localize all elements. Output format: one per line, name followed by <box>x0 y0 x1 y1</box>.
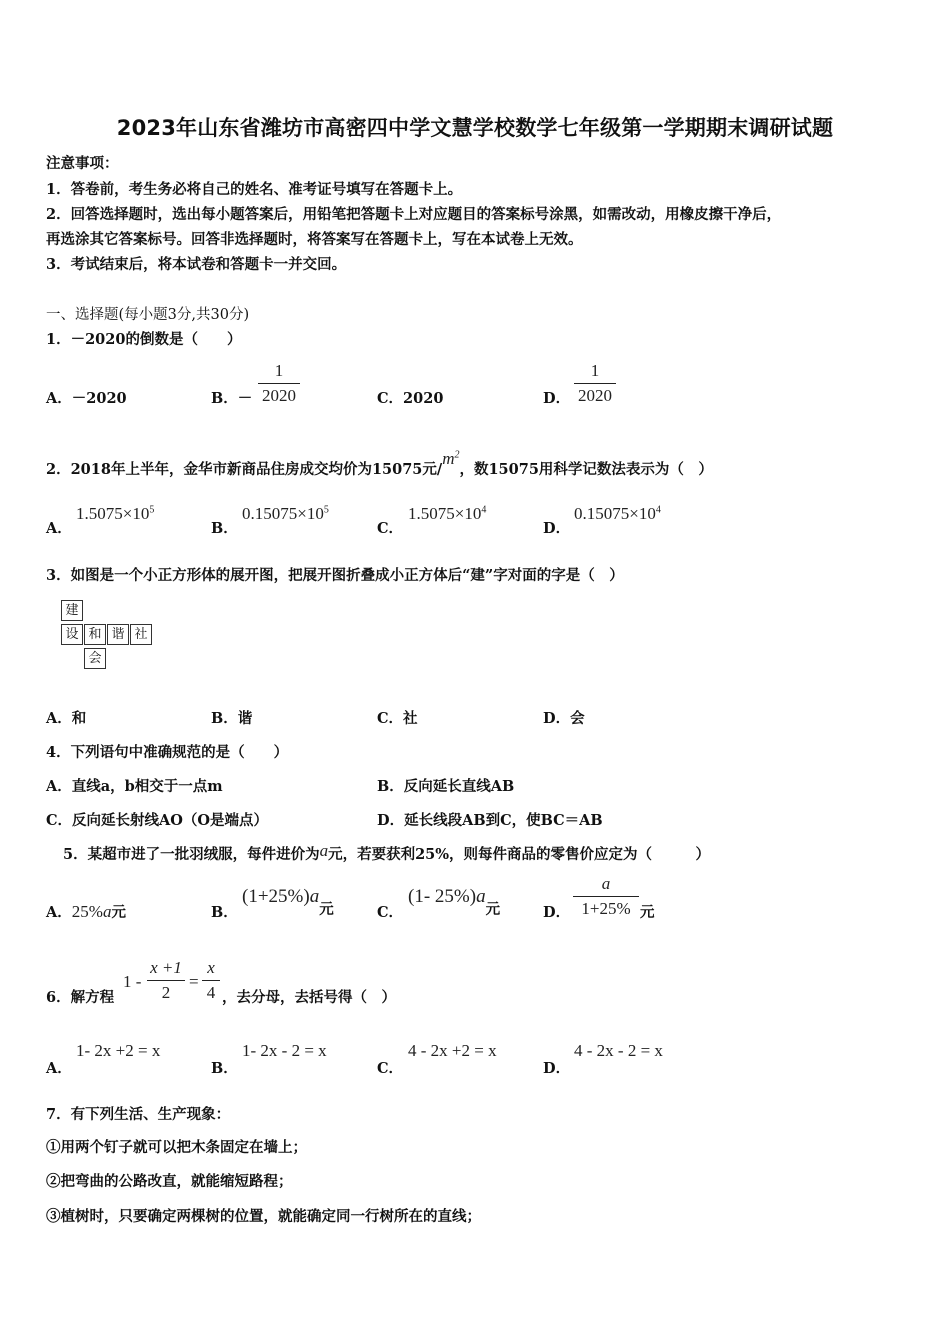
q5-option-c <box>408 886 501 918</box>
q1-d-fraction <box>574 361 616 406</box>
q6-option-a: 1- 2x +2 = x <box>76 1041 161 1060</box>
q5-stem-part2: 元，若要获利25%，则每件商品的零售价应定为（ ） <box>328 846 711 863</box>
sci-exponent: 5 <box>149 504 155 516</box>
q3-option-a: A．和 <box>46 710 87 727</box>
sci-base: 1.5075×10 <box>76 504 150 523</box>
q5-d-unit: 元 <box>640 904 655 921</box>
option-unit: 元 <box>111 904 126 921</box>
q4-option-a: A．直线a，b相交于一点m <box>46 778 223 795</box>
q2-unit <box>442 449 459 468</box>
notice-item-2a: 2．回答选择题时，选出每小题答案后，用铅笔把答题卡上对应题目的答案标号涂黑，如需改动，用橡皮擦干净后， <box>46 206 782 223</box>
option-label: B． <box>211 390 238 407</box>
q7-item-1: ①用两个钉子就可以把木条固定在墙上； <box>46 1139 307 1156</box>
q4-option-c: C．反向延长射线AO（O是端点） <box>46 812 269 829</box>
q2-option-c <box>408 504 486 524</box>
option-sign: － <box>237 390 253 407</box>
option-value: 2020 <box>403 390 444 407</box>
notice-item-3: 3．考试结束后，将本试卷和答题卡一并交回。 <box>46 256 347 273</box>
option-var: a <box>102 902 112 921</box>
q5-option-c-label: C． <box>377 904 404 921</box>
q2-option-c-label: C． <box>377 520 404 537</box>
net-cell-top: 建 <box>61 600 83 621</box>
q3-option-c: C．社 <box>377 710 418 727</box>
q4-option-d: D．延长线段AB到C，使BC＝AB <box>377 812 603 829</box>
q6-option-b: 1- 2x - 2 = x <box>242 1041 327 1060</box>
q1-option-d: D． <box>543 390 571 407</box>
q1-option-c <box>377 387 443 408</box>
q1-b-fraction <box>258 361 300 406</box>
q5-option-b <box>242 886 334 918</box>
q6-stem-part2: ，去分母，去括号得（ ） <box>222 989 396 1006</box>
q6-option-c: 4 - 2x +2 = x <box>408 1041 497 1060</box>
q2-option-b <box>242 504 329 524</box>
numerator: 1 <box>274 361 284 380</box>
denominator: 2020 <box>262 386 296 405</box>
net-cell-1: 设 <box>61 624 83 645</box>
option-unit: 元 <box>485 901 501 918</box>
sci-base: 0.15075×10 <box>242 504 324 523</box>
notice-item-2b: 再选涂其它答案标号。回答非选择题时，将答案写在答题卡上，写在本试卷上无效。 <box>46 231 583 248</box>
q5-option-d-label: D． <box>543 904 571 921</box>
q2-option-d <box>574 504 661 524</box>
q5-stem-part1: 5．某超市进了一批羽绒服，每件进价为 <box>63 846 320 863</box>
sci-exponent: 4 <box>655 504 661 516</box>
q1-option-b <box>211 387 252 408</box>
option-unit: 元 <box>319 901 334 918</box>
q6-eq-right-fraction <box>202 958 220 1003</box>
unit-exponent: 2 <box>454 449 460 461</box>
q2-stem <box>46 449 713 479</box>
sci-base: 1.5075×10 <box>408 504 482 523</box>
numerator: x +1 <box>150 958 182 977</box>
q6-option-d-label: D． <box>543 1060 571 1077</box>
q6-eq-left-fraction <box>147 958 185 1003</box>
option-expr: (1+25%) <box>242 886 310 907</box>
net-cell-4: 社 <box>130 624 152 645</box>
notice-heading: 注意事项： <box>46 155 119 172</box>
numerator: x <box>207 958 215 977</box>
q3-stem: 3．如图是一个小正方形体的展开图，把展开图折叠成小正方体后“建”字对面的字是（ ） <box>46 567 624 584</box>
q2-option-b-label: B． <box>211 520 238 537</box>
sci-exponent: 4 <box>481 504 487 516</box>
q7-item-2: ②把弯曲的公路改直，就能缩短路程； <box>46 1173 293 1190</box>
q3-option-d: D．会 <box>543 710 585 727</box>
denominator: 2 <box>161 983 171 1002</box>
q6-stem-part1: 6．解方程 <box>46 989 115 1006</box>
sci-base: 0.15075×10 <box>574 504 656 523</box>
q1-stem: 1．－2020的倒数是（ ） <box>46 331 242 348</box>
q6-option-b-label: B． <box>211 1060 238 1077</box>
net-cell-bottom: 会 <box>84 648 106 669</box>
q4-option-b: B．反向延长直线AB <box>377 778 515 795</box>
unit-m: m <box>442 449 455 468</box>
page-title: 2023年山东省潍坊市高密四中学文慧学校数学七年级第一学期期末调研试题 <box>116 116 834 140</box>
option-label: A． <box>46 390 72 407</box>
net-cell-2: 和 <box>84 624 106 645</box>
denominator: 1+25% <box>581 899 631 918</box>
q5-variable: a <box>319 841 329 860</box>
net-cell-3: 谐 <box>107 624 129 645</box>
option-expr: 25% <box>71 902 103 921</box>
option-value: －2020 <box>71 390 127 407</box>
denominator: 4 <box>206 983 216 1002</box>
option-label: C． <box>377 390 404 407</box>
q2-stem-part1: 2．2018年上半年，金华市新商品住房成交均价为15075元/ <box>46 461 443 478</box>
q5-stem <box>63 843 710 864</box>
q6-option-d: 4 - 2x - 2 = x <box>574 1041 663 1060</box>
q6-eq-equals: = <box>189 972 199 991</box>
q6-eq-lead: 1 - <box>123 972 142 991</box>
q2-option-a-label: A． <box>46 520 72 537</box>
option-expr: (1- 25%) <box>408 886 477 907</box>
numerator: 1 <box>590 361 600 380</box>
option-var: a <box>476 886 486 907</box>
option-var: a <box>309 886 320 907</box>
q5-option-a <box>46 901 126 922</box>
q6-option-c-label: C． <box>377 1060 404 1077</box>
section-heading: 一、选择题(每小题3分,共30分) <box>46 307 250 323</box>
denominator: 2020 <box>578 386 612 405</box>
sci-exponent: 5 <box>323 504 329 516</box>
q5-d-fraction <box>573 874 639 919</box>
q5-option-b-label: B． <box>211 904 238 921</box>
q7-item-3: ③植树时，只要确定两棵树的位置，就能确定同一行树所在的直线； <box>46 1208 481 1225</box>
q6-option-a-label: A． <box>46 1060 72 1077</box>
q1-option-a <box>46 387 127 408</box>
q3-option-b: B．谐 <box>211 710 253 727</box>
q2-option-d-label: D． <box>543 520 571 537</box>
q2-option-a <box>76 504 154 524</box>
q2-stem-part2: ，数15075用科学记数法表示为（ ） <box>459 461 713 478</box>
q4-stem: 4．下列语句中准确规范的是（ ） <box>46 744 289 761</box>
notice-item-1: 1．答卷前，考生务必将自己的姓名、准考证号填写在答题卡上。 <box>46 181 463 198</box>
numerator: a <box>601 874 611 893</box>
q7-stem: 7．有下列生活、生产现象： <box>46 1106 231 1123</box>
option-label: A． <box>46 904 72 921</box>
